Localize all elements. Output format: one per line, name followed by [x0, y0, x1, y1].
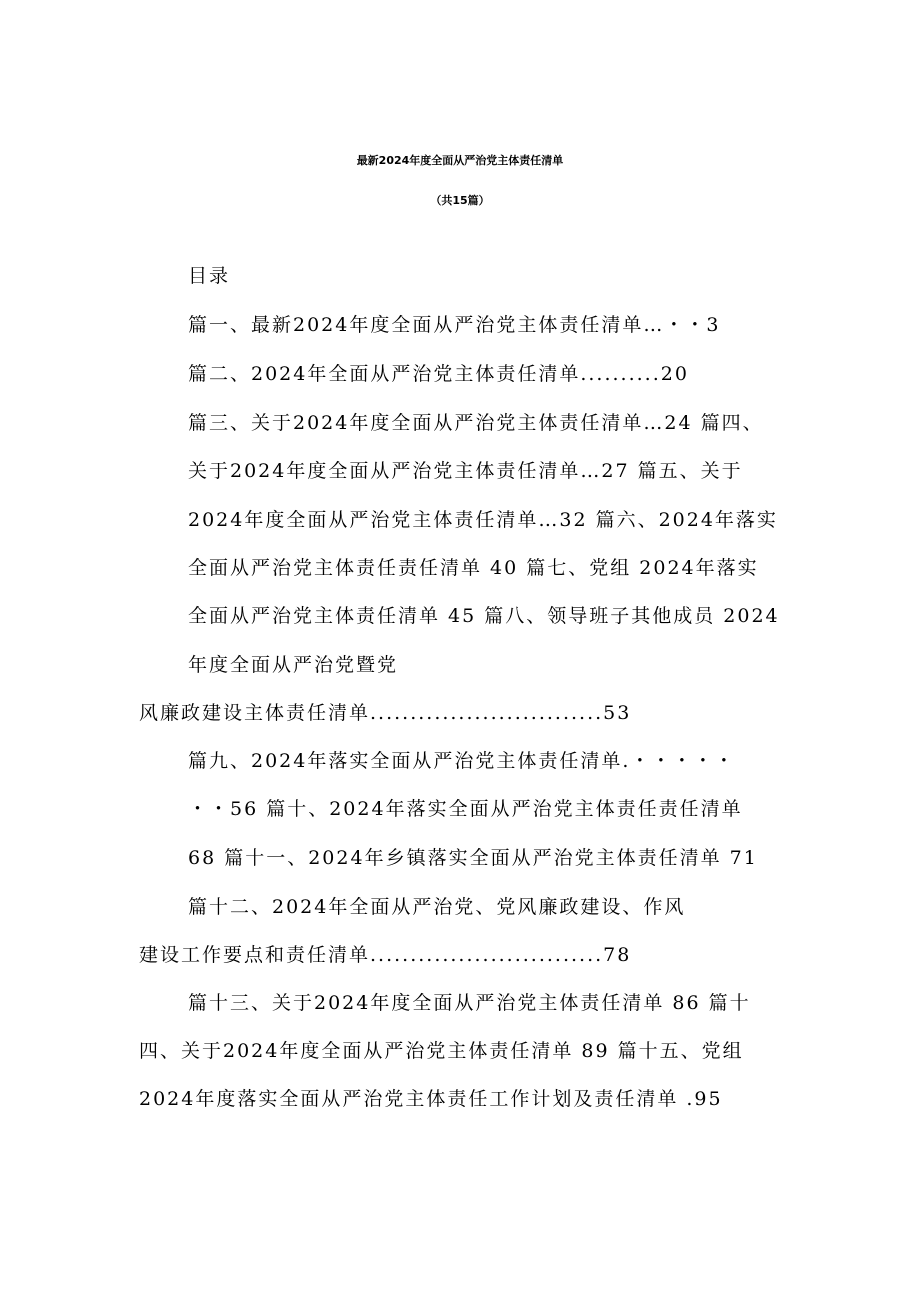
toc-line: 2024年度全面从严治党主体责任清单…32 篇六、2024年落实	[188, 509, 778, 531]
toc-line: 全面从严治党主体责任责任清单 40 篇七、党组 2024年落实	[188, 557, 759, 579]
toc-line: 风廉政建设主体责任清单.............................53	[139, 702, 632, 724]
toc-line: 篇十二、2024年全面从严治党、党风廉政建设、作风	[188, 896, 686, 918]
toc-line: 篇九、2024年落实全面从严治党主体责任清单.・・・・・	[188, 750, 736, 772]
toc-line: 年度全面从严治党暨党	[188, 654, 399, 676]
toc-line: 建设工作要点和责任清单.............................78	[139, 944, 632, 966]
toc-line: 四、关于2024年度全面从严治党主体责任清单 89 篇十五、党组	[139, 1040, 744, 1062]
document-subtitle: （共15篇）	[430, 194, 490, 207]
toc-line: ・・56 篇十、2024年落实全面从严治党主体责任责任清单	[188, 798, 743, 820]
toc-line: 2024年度落实全面从严治党主体责任工作计划及责任清单 .95	[139, 1088, 723, 1110]
toc-heading: 目录	[188, 265, 231, 287]
toc-line: 篇十三、关于2024年度全面从严治党主体责任清单 86 篇十	[188, 992, 751, 1014]
document-title: 最新2024年度全面从严治党主体责任清单	[356, 154, 564, 167]
toc-line: 全面从严治党主体责任清单 45 篇八、领导班子其他成员 2024	[188, 605, 780, 627]
toc-line: 关于2024年度全面从严治党主体责任清单…27 篇五、关于	[188, 460, 743, 482]
toc-line: 篇二、2024年全面从严治党主体责任清单..........20	[188, 363, 689, 385]
toc-line: 68 篇十一、2024年乡镇落实全面从严治党主体责任清单 71	[188, 847, 758, 869]
toc-line: 篇一、最新2024年度全面从严治党主体责任清单…・・3	[188, 314, 721, 336]
toc-line: 篇三、关于2024年度全面从严治党主体责任清单…24 篇四、	[188, 412, 764, 434]
